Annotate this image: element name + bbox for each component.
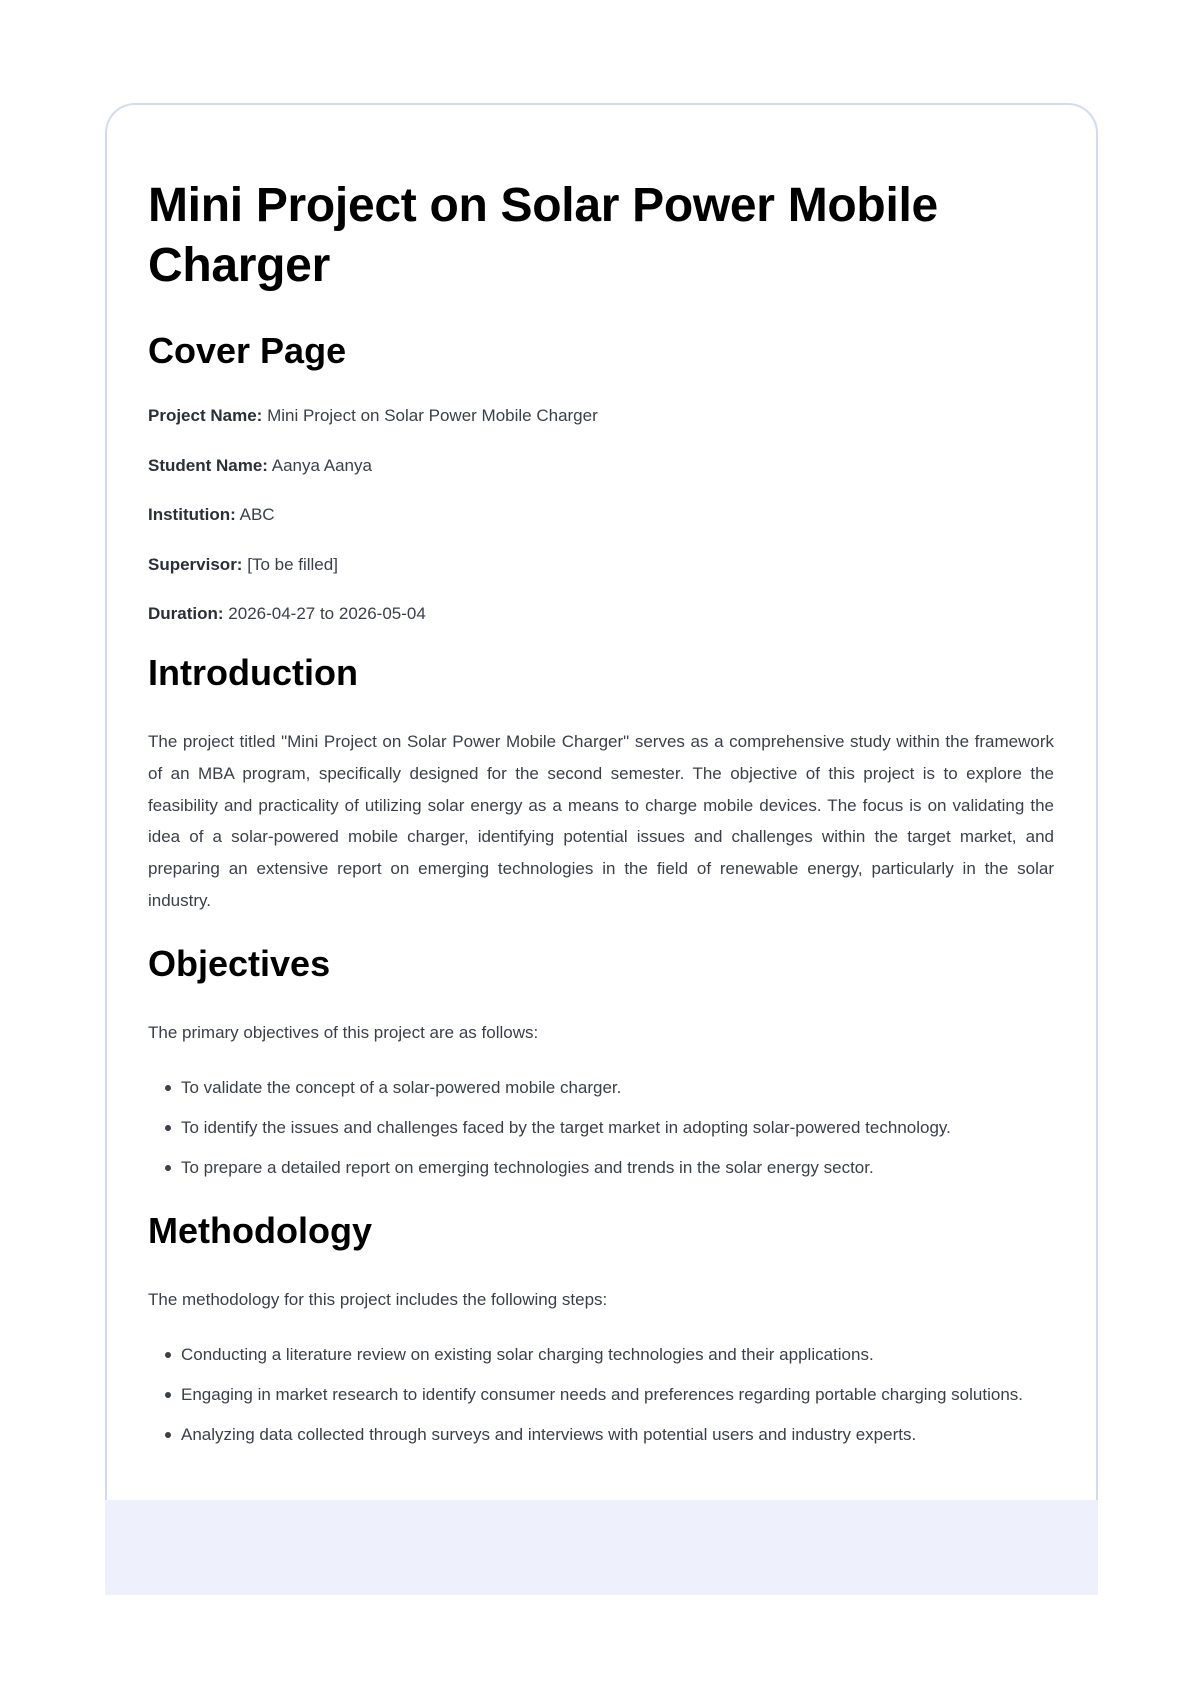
cover-page-heading: Cover Page — [148, 330, 347, 371]
list-item-text: Analyzing data collected through surveys and interviews with potential users and industry experts. — [181, 1425, 917, 1445]
field-label: Supervisor: — [148, 554, 243, 574]
list-item-text: To identify the issues and challenges faced by the target market in adopting solar-powered technology. — [181, 1117, 951, 1137]
bullet-icon — [165, 1392, 171, 1398]
list-item-text: Engaging in market research to identify consumer needs and preferences regarding portable charging solutions. — [181, 1385, 1023, 1405]
list-item — [165, 1112, 1054, 1144]
objectives-heading: Objectives — [148, 942, 331, 984]
bullet-icon — [165, 1125, 171, 1131]
field-value: 2026-04-27 to 2026-05-04 — [228, 604, 426, 623]
field-label: Project Name: — [148, 406, 263, 425]
field-value: [To be filled] — [247, 554, 338, 574]
methodology-heading: Methodology — [148, 1210, 372, 1252]
list-item — [165, 1419, 1054, 1451]
list-item-text: Conducting a literature review on existing solar charging technologies and their applications. — [181, 1345, 874, 1365]
list-item-text: To validate the concept of a solar-powered mobile charger. — [181, 1077, 622, 1097]
introduction-heading: Introduction — [148, 652, 358, 693]
field-project-name — [148, 405, 1054, 427]
field-supervisor — [148, 554, 1054, 576]
document-content — [148, 176, 1054, 1459]
bullet-icon — [165, 1432, 171, 1438]
list-item — [165, 1152, 1054, 1184]
introduction-paragraph: The project titled "Mini Project on Solar Power Mobile Charger" serves as a comprehensive study within the framework of an MBA program, specifically designed for the second semester. The objective of this project is to explore the feasibility and practicality of utilizing solar energy as a means to charge mobile devices. The focus is on validating the idea of a solar-powered mobile charger, identifying potential issues and challenges within the target market, and preparing an extensive report on emerging technologies in the field of renewable energy, particularly in the solar industry. — [148, 732, 1054, 910]
field-student-name — [148, 455, 1054, 477]
field-label: Duration: — [148, 604, 224, 623]
list-item — [165, 1379, 1054, 1411]
document-title: Mini Project on Solar Power Mobile Charger — [148, 179, 938, 292]
field-label: Student Name: — [148, 455, 268, 475]
bullet-icon — [165, 1085, 171, 1091]
methodology-list — [148, 1339, 1054, 1451]
list-item — [165, 1072, 1054, 1104]
field-value: ABC — [239, 505, 275, 524]
field-value: Mini Project on Solar Power Mobile Charger — [267, 406, 598, 425]
objectives-list — [148, 1072, 1054, 1184]
field-institution — [148, 504, 1054, 526]
field-duration — [148, 603, 1054, 625]
page-footer-band — [105, 1500, 1098, 1595]
bullet-icon — [165, 1352, 171, 1358]
list-item — [165, 1339, 1054, 1371]
field-label: Institution: — [148, 505, 236, 524]
bullet-icon — [165, 1165, 171, 1171]
list-item-text: To prepare a detailed report on emerging technologies and trends in the solar energy sector. — [181, 1157, 874, 1177]
field-value: Aanya Aanya — [271, 455, 372, 475]
objectives-lead: The primary objectives of this project are as follows: — [148, 1022, 539, 1042]
methodology-lead: The methodology for this project includes the following steps: — [148, 1290, 608, 1310]
